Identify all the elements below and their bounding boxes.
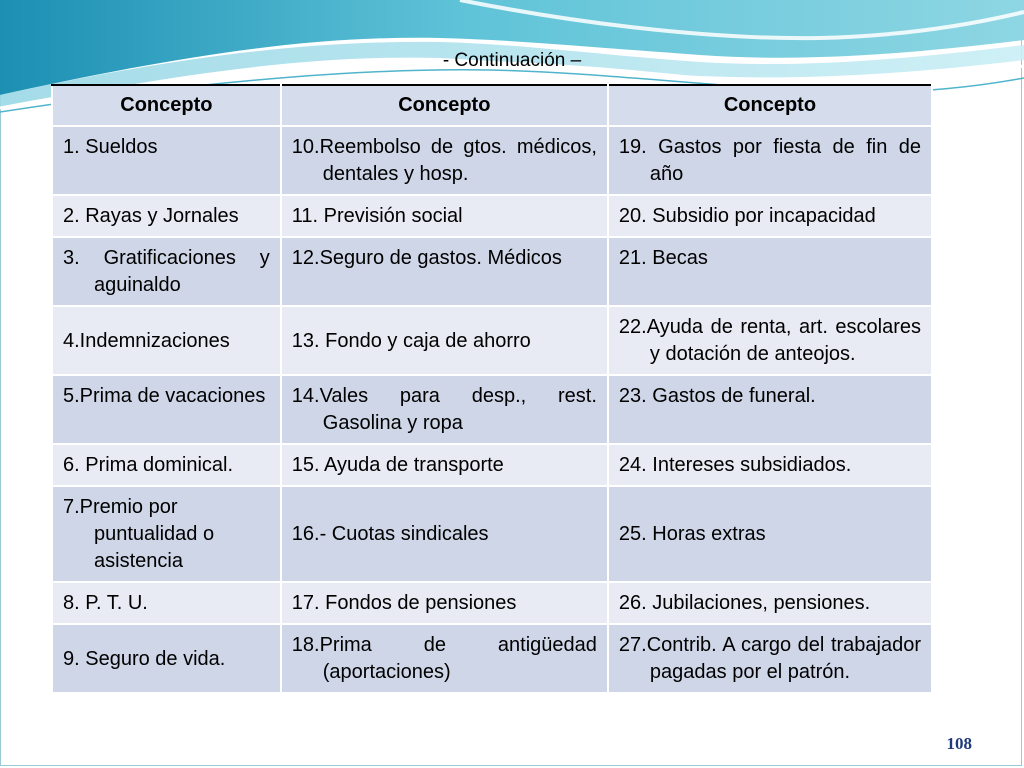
cell-text: 23. Gastos de funeral. <box>618 385 816 407</box>
table-cell <box>281 375 608 444</box>
table-row <box>52 375 932 444</box>
cell-text: 19. Gastos por fiesta de fin de año <box>618 136 921 185</box>
cell-text: 13. Fondo y caja de ahorro <box>291 329 531 352</box>
table-header-row <box>52 85 932 126</box>
slide-subtitle <box>0 50 1024 72</box>
table-cell <box>52 237 281 306</box>
table-row <box>52 237 932 306</box>
cell-text: 27.Contrib. A cargo del trabajador pagadas por el patrón. <box>618 634 921 683</box>
table-row <box>52 624 932 693</box>
cell-text: 22.Ayuda de renta, art. escolares y dotación de anteojos. <box>618 316 921 365</box>
column-header: Concepto <box>281 85 608 126</box>
cell-text: 8. P. T. U. <box>63 592 148 614</box>
table-cell <box>281 306 608 375</box>
table-cell <box>281 624 608 693</box>
table-cell <box>52 624 281 693</box>
cell-text: 20. Subsidio por incapacidad <box>618 205 876 227</box>
cell-text: 17. Fondos de pensiones <box>291 592 517 614</box>
table-cell <box>608 237 932 306</box>
table-cell <box>52 126 281 195</box>
table-cell <box>281 582 608 624</box>
table-cell <box>608 486 932 582</box>
table-cell <box>608 126 932 195</box>
cell-text: 4.Indemnizaciones <box>63 329 230 352</box>
cell-text: 2. Rayas y Jornales <box>63 205 239 227</box>
table-row <box>52 486 932 582</box>
cell-text: 15. Ayuda de transporte <box>291 454 504 476</box>
table-row <box>52 306 932 375</box>
column-header: Concepto <box>608 85 932 126</box>
page-number: 108 <box>946 734 972 753</box>
table-cell <box>608 624 932 693</box>
table-cell <box>281 237 608 306</box>
cell-text: 7.Premio por puntualidad o asistencia <box>63 496 215 572</box>
concepts-table <box>51 84 933 694</box>
table-cell <box>608 444 932 486</box>
cell-text: 1. Sueldos <box>63 136 158 158</box>
cell-text: 11. Previsión social <box>291 205 463 227</box>
cell-text: 25. Horas extras <box>618 523 766 545</box>
cell-text: 24. Intereses subsidiados. <box>618 454 852 476</box>
table-cell <box>608 375 932 444</box>
table-row <box>52 444 932 486</box>
table-cell <box>52 195 281 237</box>
table-cell <box>281 486 608 582</box>
table-cell <box>281 126 608 195</box>
table-cell <box>608 306 932 375</box>
cell-text: 9. Seguro de vida. <box>63 647 226 670</box>
cell-text: 18.Prima de antigüedad (aportaciones) <box>291 634 597 683</box>
table-cell <box>281 444 608 486</box>
table-cell <box>608 582 932 624</box>
table-cell <box>52 375 281 444</box>
cell-text: 6. Prima dominical. <box>63 454 234 476</box>
cell-text: 14.Vales para desp., rest. Gasolina y ropa <box>291 385 597 434</box>
table-cell <box>52 582 281 624</box>
cell-text: 12.Seguro de gastos. Médicos <box>291 247 562 269</box>
cell-text: 3. Gratificaciones y aguinaldo <box>63 247 270 296</box>
table-cell <box>281 195 608 237</box>
cell-text: 21. Becas <box>618 247 708 269</box>
subtitle-text: - Continuación – <box>442 50 582 71</box>
table-cell <box>52 486 281 582</box>
cell-text: 5.Prima de vacaciones <box>63 385 266 407</box>
table-cell <box>608 195 932 237</box>
table-cell <box>52 444 281 486</box>
table-row <box>52 126 932 195</box>
cell-text: 26. Jubilaciones, pensiones. <box>618 592 871 614</box>
cell-text: 10.Reembolso de gtos. médicos, dentales y hosp. <box>291 136 597 185</box>
column-header: Concepto <box>52 85 281 126</box>
table-row <box>52 582 932 624</box>
table-cell <box>52 306 281 375</box>
table-row <box>52 195 932 237</box>
cell-text: 16.- Cuotas sindicales <box>291 523 489 545</box>
